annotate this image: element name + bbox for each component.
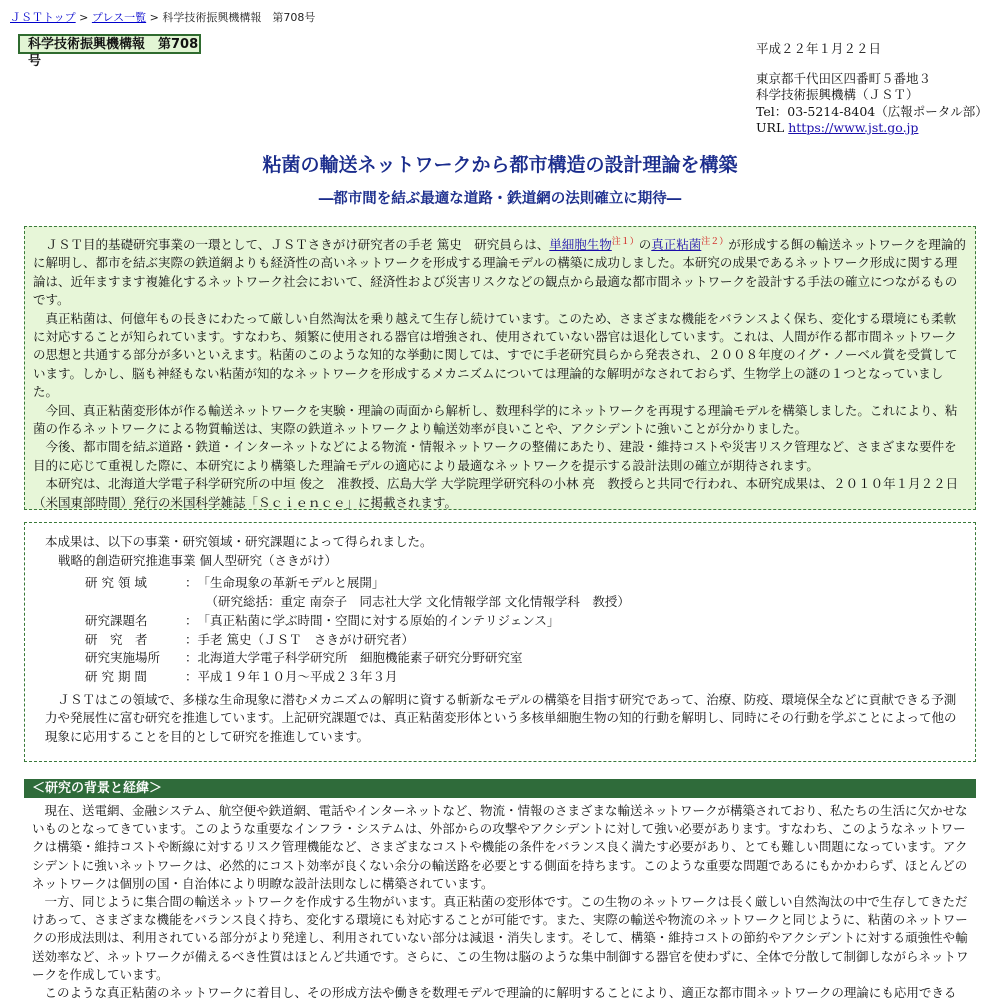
footnote-2: 注２）: [701, 237, 729, 247]
breadcrumb-current: 科学技術振興機構報 第708号: [162, 11, 316, 24]
link-unicellular-organism[interactable]: 単細胞生物: [549, 237, 612, 252]
summary-paragraph: [33, 236, 967, 310]
summary-text: の: [638, 237, 652, 252]
doc-number-label: 科学技術振興機構報 第708号: [18, 34, 201, 54]
row-colon: ：: [185, 650, 198, 666]
row-value: 平成１９年１０月～平成２３年３月: [197, 668, 398, 684]
row-colon: ：: [185, 631, 198, 647]
breadcrumb-separator: >: [75, 11, 92, 24]
table-row: [85, 612, 630, 631]
funding-closing: ＪＳＴはこの領域で、多様な生命現象に潜むメカニズムの解明に資する斬新なモデルの構築を目指す研究であって、治療、防疫、環境保全などに貢献できる予測力や発展性に富む研究を推進しています。上記研究課題では、真正粘菌変形体という多核単細胞生物の知的行動を解明し、同時にその行動を学ぶことによって他の現象に応用することを目的として研究を推進しています。: [45, 691, 957, 745]
summary-paragraph: 今回、真正粘菌変形体が作る輸送ネットワークを実験・理論の両面から解析し、数理科学的にネットワークを再現する理論モデルを構築しました。これにより、粘菌の作るネットワークによる物質輸送は、実際の鉄道ネットワークより輸送効率が良いことや、アクシデントに強いことが分かりました。: [33, 402, 958, 437]
org-url-link[interactable]: https://www.jst.go.jp: [788, 120, 919, 135]
release-date: 平成２２年１月２２日: [756, 41, 882, 56]
footnote-1: 注１）: [611, 237, 639, 247]
header-info: [756, 41, 988, 137]
summary-paragraph: 今後、都市間を結ぶ道路・鉄道・インターネットなどによる物流・情報ネットワークの整備にあたり、建設・維持コストや災害リスク管理など、さまざまな要件を目的に応じて重視した際に、本研究により構築した理論モデルの適応により最適なネットワークを提示する設計法則の確立が期待されます。: [33, 439, 957, 473]
background-paragraph: 現在、送電網、金融システム、航空便や鉄道網、電話やインターネットなど、物流・情報のさまざまな輸送ネットワークが構築されており、私たちの生活に欠かせないものとなってきています。このような重要なインフラ・システムは、外部からの攻撃やアクシデントに対して強い必要があります。すなわち、このようなネットワークは構築・維持コストや断線に対するリスク管理機能など、さまざまなコストや機能の条件をバランス良く満たす必要があり、とても難しい問題になっています。アクシデントに強いネットワークは、必然的にコスト効率が良くない余分の輸送路を必要とする側面を持ちます。このような重要な問題であるにもかかわらず、ほとんどのネットワークは個別の国・自治体により明瞭な設計法則なしに構築されています。: [32, 803, 968, 891]
summary-box: [24, 226, 976, 510]
summary-paragraph: 本研究は、北海道大学電子科学研究所の中垣 俊之 准教授、広島大学 大学院理学研究科の小林 亮 教授らと共同で行われ、本研究成果は、２０１０年１月２２日（米国東部時間）発行の米国科学雑誌「Ｓｃｉｅｎｃｅ」に掲載されます。: [33, 476, 959, 510]
row-colon: ：: [185, 668, 198, 684]
background-paragraph: このような真正粘菌のネットワークに着目し、その形成方法や働きを数理モデルで理論的に解明することにより、適正な都市間ネットワークの理論にも応用できる: [44, 985, 957, 1001]
row-value-sub: （研究総括：重定 南奈子 同志社大学 文化情報学部 文化情報学科 教授）: [205, 594, 630, 610]
row-value: 「真正粘菌に学ぶ時間・空間に対する原始的インテリジェンス」: [197, 612, 560, 628]
section-heading-background: ＜研究の背景と経緯＞: [24, 779, 976, 798]
row-label: 研 究 期 間: [85, 668, 147, 684]
funding-table: [85, 574, 630, 686]
page-title: 粘菌の輸送ネットワークから都市構造の設計理論を構築: [262, 154, 738, 176]
breadcrumb: [10, 9, 315, 25]
row-label: 研究実施場所: [85, 650, 161, 666]
org-tel: Tel：03-5214-8404（広報ポータル部）: [756, 103, 988, 119]
funding-program: 戦略的創造研究推進事業 個人型研究（さきがけ）: [58, 552, 337, 568]
summary-paragraph: 真正粘菌は、何億年もの長きにわたって厳しい自然淘汰を乗り越えて生存し続けています。このため、さまざまな機能をバランスよく保ち、変化する環境にも柔軟に対応することが知られています。すなわち、頻繁に使用される器官は増強され、使用されていない器官は退化しています。これは、人間が作る都市間ネットワークの思想と共通する部分が多いといえます。粘菌のこのような知的な挙動に関しては、すでに手老研究員らから発表され、２００８年度のイグ・ノーベル賞を受賞しています。しかし、脳も神経もない粘菌が知的なネットワークを形成するメカニズムについては理論的な解明がなされておらず、生物学上の謎の１つとなっていました。: [33, 310, 958, 400]
row-value: 北海道大学電子科学研究所 細胞機能素子研究分野研究室: [197, 650, 523, 666]
row-colon: ：: [185, 612, 198, 628]
breadcrumb-separator: >: [146, 11, 163, 24]
funding-intro: 本成果は、以下の事業・研究領域・研究課題によって得られました。: [45, 534, 433, 549]
link-true-slime-mold[interactable]: 真正粘菌: [651, 237, 702, 252]
table-row: [85, 631, 630, 650]
org-address: 東京都千代田区四番町５番地３: [756, 70, 932, 86]
background-paragraph: 一方、同じように集合間の輸送ネットワークを作成する生物がいます。真正粘菌の変形体です。この生物のネットワークは長く厳しい自然淘汰の中で生存してきただけあって、さまざまな機能をバランス良く持ち、変化する環境にも対応することが可能です。また、実際の輸送や物流のネットワークと同じように、粘菌のネットワークの形成法則は、利用されている部分がより発達し、利用されていない部分は減退・消失します。そして、構築・維持コストの節約やアクシデントに対する頑強性や輸送効率など、ネットワークが備えるべき性質はほとんど共通です。さらに、この生物は脳のような集中制御する器官を使わずに、全体で分散して制御しながらネットワークを作成しています。: [32, 894, 969, 982]
table-row: [85, 649, 630, 668]
url-label: URL: [756, 120, 789, 135]
table-row: [85, 574, 630, 611]
row-value: 手老 篤史（ＪＳＴ さきがけ研究者）: [197, 631, 414, 647]
row-value-text: 「生命現象の革新モデルと展開」: [197, 575, 385, 591]
background-section: [32, 802, 972, 1002]
table-row: [85, 668, 630, 687]
row-value: [198, 574, 630, 611]
org-name: 科学技術振興機構（ＪＳＴ）: [756, 87, 919, 102]
row-label: 研 究 領 域: [85, 575, 147, 591]
row-label: 研 究 者: [85, 631, 148, 647]
breadcrumb-link-press-list[interactable]: プレス一覧: [91, 11, 147, 24]
org-url-line: [756, 120, 988, 137]
breadcrumb-link-jst-top[interactable]: ＪＳＴトップ: [10, 11, 76, 24]
funding-box: [24, 522, 976, 762]
row-label: 研究課題名: [85, 612, 148, 628]
summary-text: が形成する餌の輸送ネットワークを理論的に解明し、都市を結ぶ実際の鉄道網よりも経済性の高いネットワークを形成する理論モデルの構築に成功しました。本研究の成果であるネットワーク形成に関する理論は、近年ますます複雑化するネットワーク社会において、経済性および災害リスクなどの観点から最適な都市間ネットワークを設計する手法の確立につながるものです。: [33, 237, 966, 308]
page-subtitle: ―都市間を結ぶ最適な道路・鉄道網の法則確立に期待―: [318, 191, 682, 207]
row-colon: ：: [185, 575, 198, 591]
summary-text: ＪＳＴ目的基礎研究事業の一環として、ＪＳＴさきがけ研究者の手老 篤史 研究員らは、: [45, 237, 550, 252]
